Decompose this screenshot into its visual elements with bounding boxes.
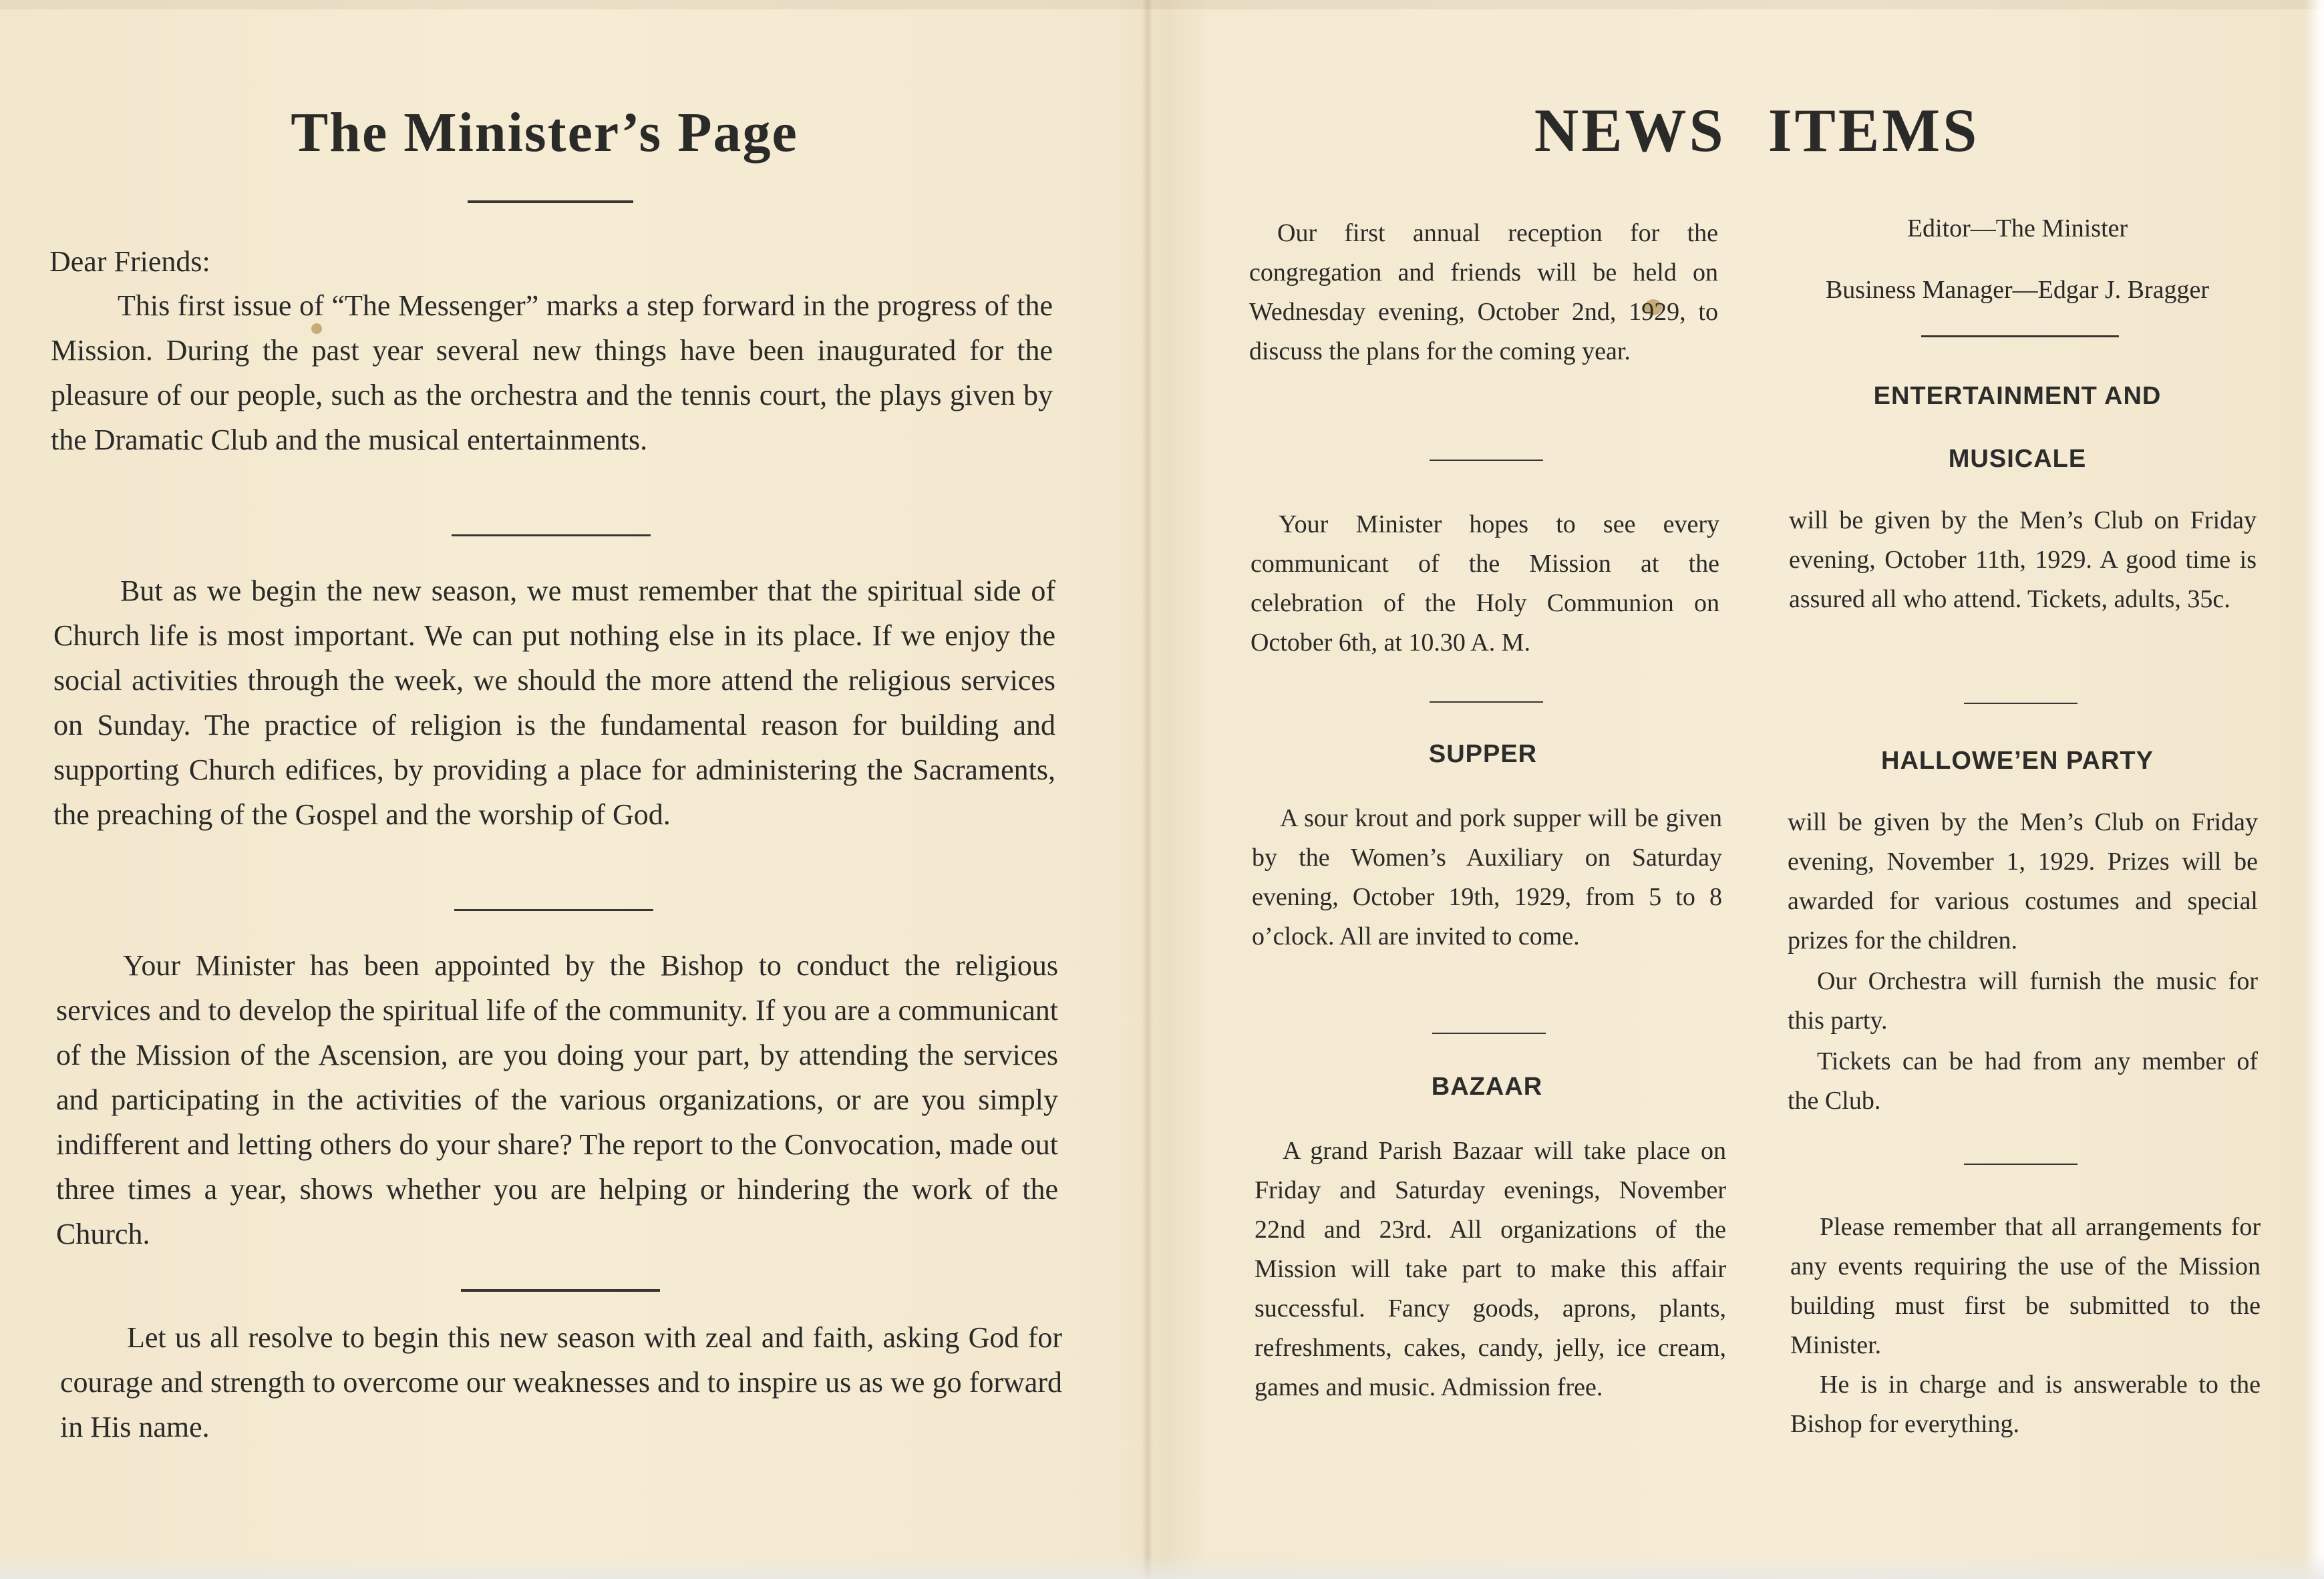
orchestra-notice: Our Orchestra will furnish the music for this party. (1788, 967, 2258, 1035)
paragraph-4: Let us all resolve to begin this new season with zeal and faith, asking God for courage and strength to overcome our weaknesses and to inspire us as we go forward in His name. (60, 1321, 1062, 1443)
section-divider (452, 534, 651, 536)
communion-notice: Your Minister hopes to see every communicant of the Mission at the celebration of the Holy Communion on October 6th, at 10.30 A. M. (1251, 510, 1719, 657)
paper-bottom-edge (0, 1555, 2324, 1579)
paper-top-edge (0, 0, 2324, 9)
column-divider (1964, 703, 2078, 704)
column-divider (1964, 1164, 2078, 1165)
section-divider (461, 1289, 660, 1292)
bazaar-heading: BAZAAR (1431, 1073, 1543, 1101)
column-divider (1921, 335, 2119, 337)
entertainment-notice: will be given by the Men’s Club on Friday evening, October 11th, 1929. A good time is assured all who attend. Tickets, adults, 35c. (1789, 506, 2257, 613)
section-divider (454, 909, 653, 911)
editor-credit: Editor—The Minister (1906, 214, 2128, 242)
column-divider (1430, 701, 1543, 703)
reception-notice: Our first annual reception for the congregation and friends will be held on Wednesday evening, October 2nd, 1929, to discuss the plans for the coming year. (1249, 219, 1718, 365)
paragraph-2: But as we begin the new season, we must remember that the spiritual side of Church life is most important. We can put nothing else in its place. If we enjoy the social activities through the week, we should the more attend the religious services on Sunday. The practice of religion is the fundamental reason for building and supporting Church edifices, by providing a place for administering the Sacraments, the preaching of the Gospel and the worship of God. (53, 574, 1055, 831)
building-use-notice: Please remember that all arrangements for any events requiring the use of the Mission building must first be submitted to the Minister. (1790, 1213, 2261, 1359)
center-fold (1142, 0, 1153, 1579)
halloween-heading: HALLOWE’EN PARTY (1881, 747, 2154, 775)
supper-heading: SUPPER (1428, 740, 1538, 768)
title-divider (468, 200, 633, 203)
supper-notice: A sour krout and pork supper will be given by the Women’s Auxiliary on Saturday evening, October 19th, 1929, from 5 to 8 o’clock. All are invited to come. (1252, 804, 1722, 950)
paper-torn-edge (2304, 0, 2324, 1579)
paragraph-1: This first issue of “The Messenger” marks a step forward in the progress of the Mission. During the past year several new things have been inaugurated for the pleasure of our people, such as the orchestra and the tennis court, the plays given by the Dramatic Club and the musical entertainments. (51, 289, 1053, 456)
musicale-heading: MUSICALE (1948, 445, 2087, 473)
salutation: Dear Friends: (49, 245, 210, 278)
paragraph-3: Your Minister has been appointed by the Bishop to conduct the religious services and to develop the spiritual life of the community. If you are a communicant of the Mission of the Ascension, are you doing your part, by attending the services and participating in the activities of the various organizations, or are you simply indifferent and letting others do your share? The report to the Convocation, made out three times a year, shows whether you are helping or hindering the work of the Church. (56, 949, 1058, 1250)
column-divider (1432, 1033, 1546, 1034)
ministers-page-title: The Minister’s Page (291, 102, 798, 164)
minister-charge-notice: He is in charge and is answerable to the Bishop for everything. (1790, 1371, 2261, 1438)
entertainment-heading: ENTERTAINMENT AND (1873, 382, 2162, 410)
column-divider (1430, 460, 1543, 461)
news-items-title: NEWS ITEMS (1534, 96, 1980, 164)
halloween-notice: will be given by the Men’s Club on Friday evening, November 1, 1929. Prizes will be awarded for various costumes and special prizes for the children. (1788, 808, 2258, 954)
business-manager-credit: Business Manager—Edgar J. Bragger (1825, 276, 2210, 304)
bazaar-notice: A grand Parish Bazaar will take place on Friday and Saturday evenings, November 22nd and 23rd. All organizations of the Mission will take part to make this affair successful. Fancy goods, aprons, plants, refreshments, cakes, candy, jelly, ice cream, games and music. Admission free. (1255, 1137, 1726, 1401)
tickets-notice: Tickets can be had from any member of the Club. (1788, 1047, 2258, 1115)
